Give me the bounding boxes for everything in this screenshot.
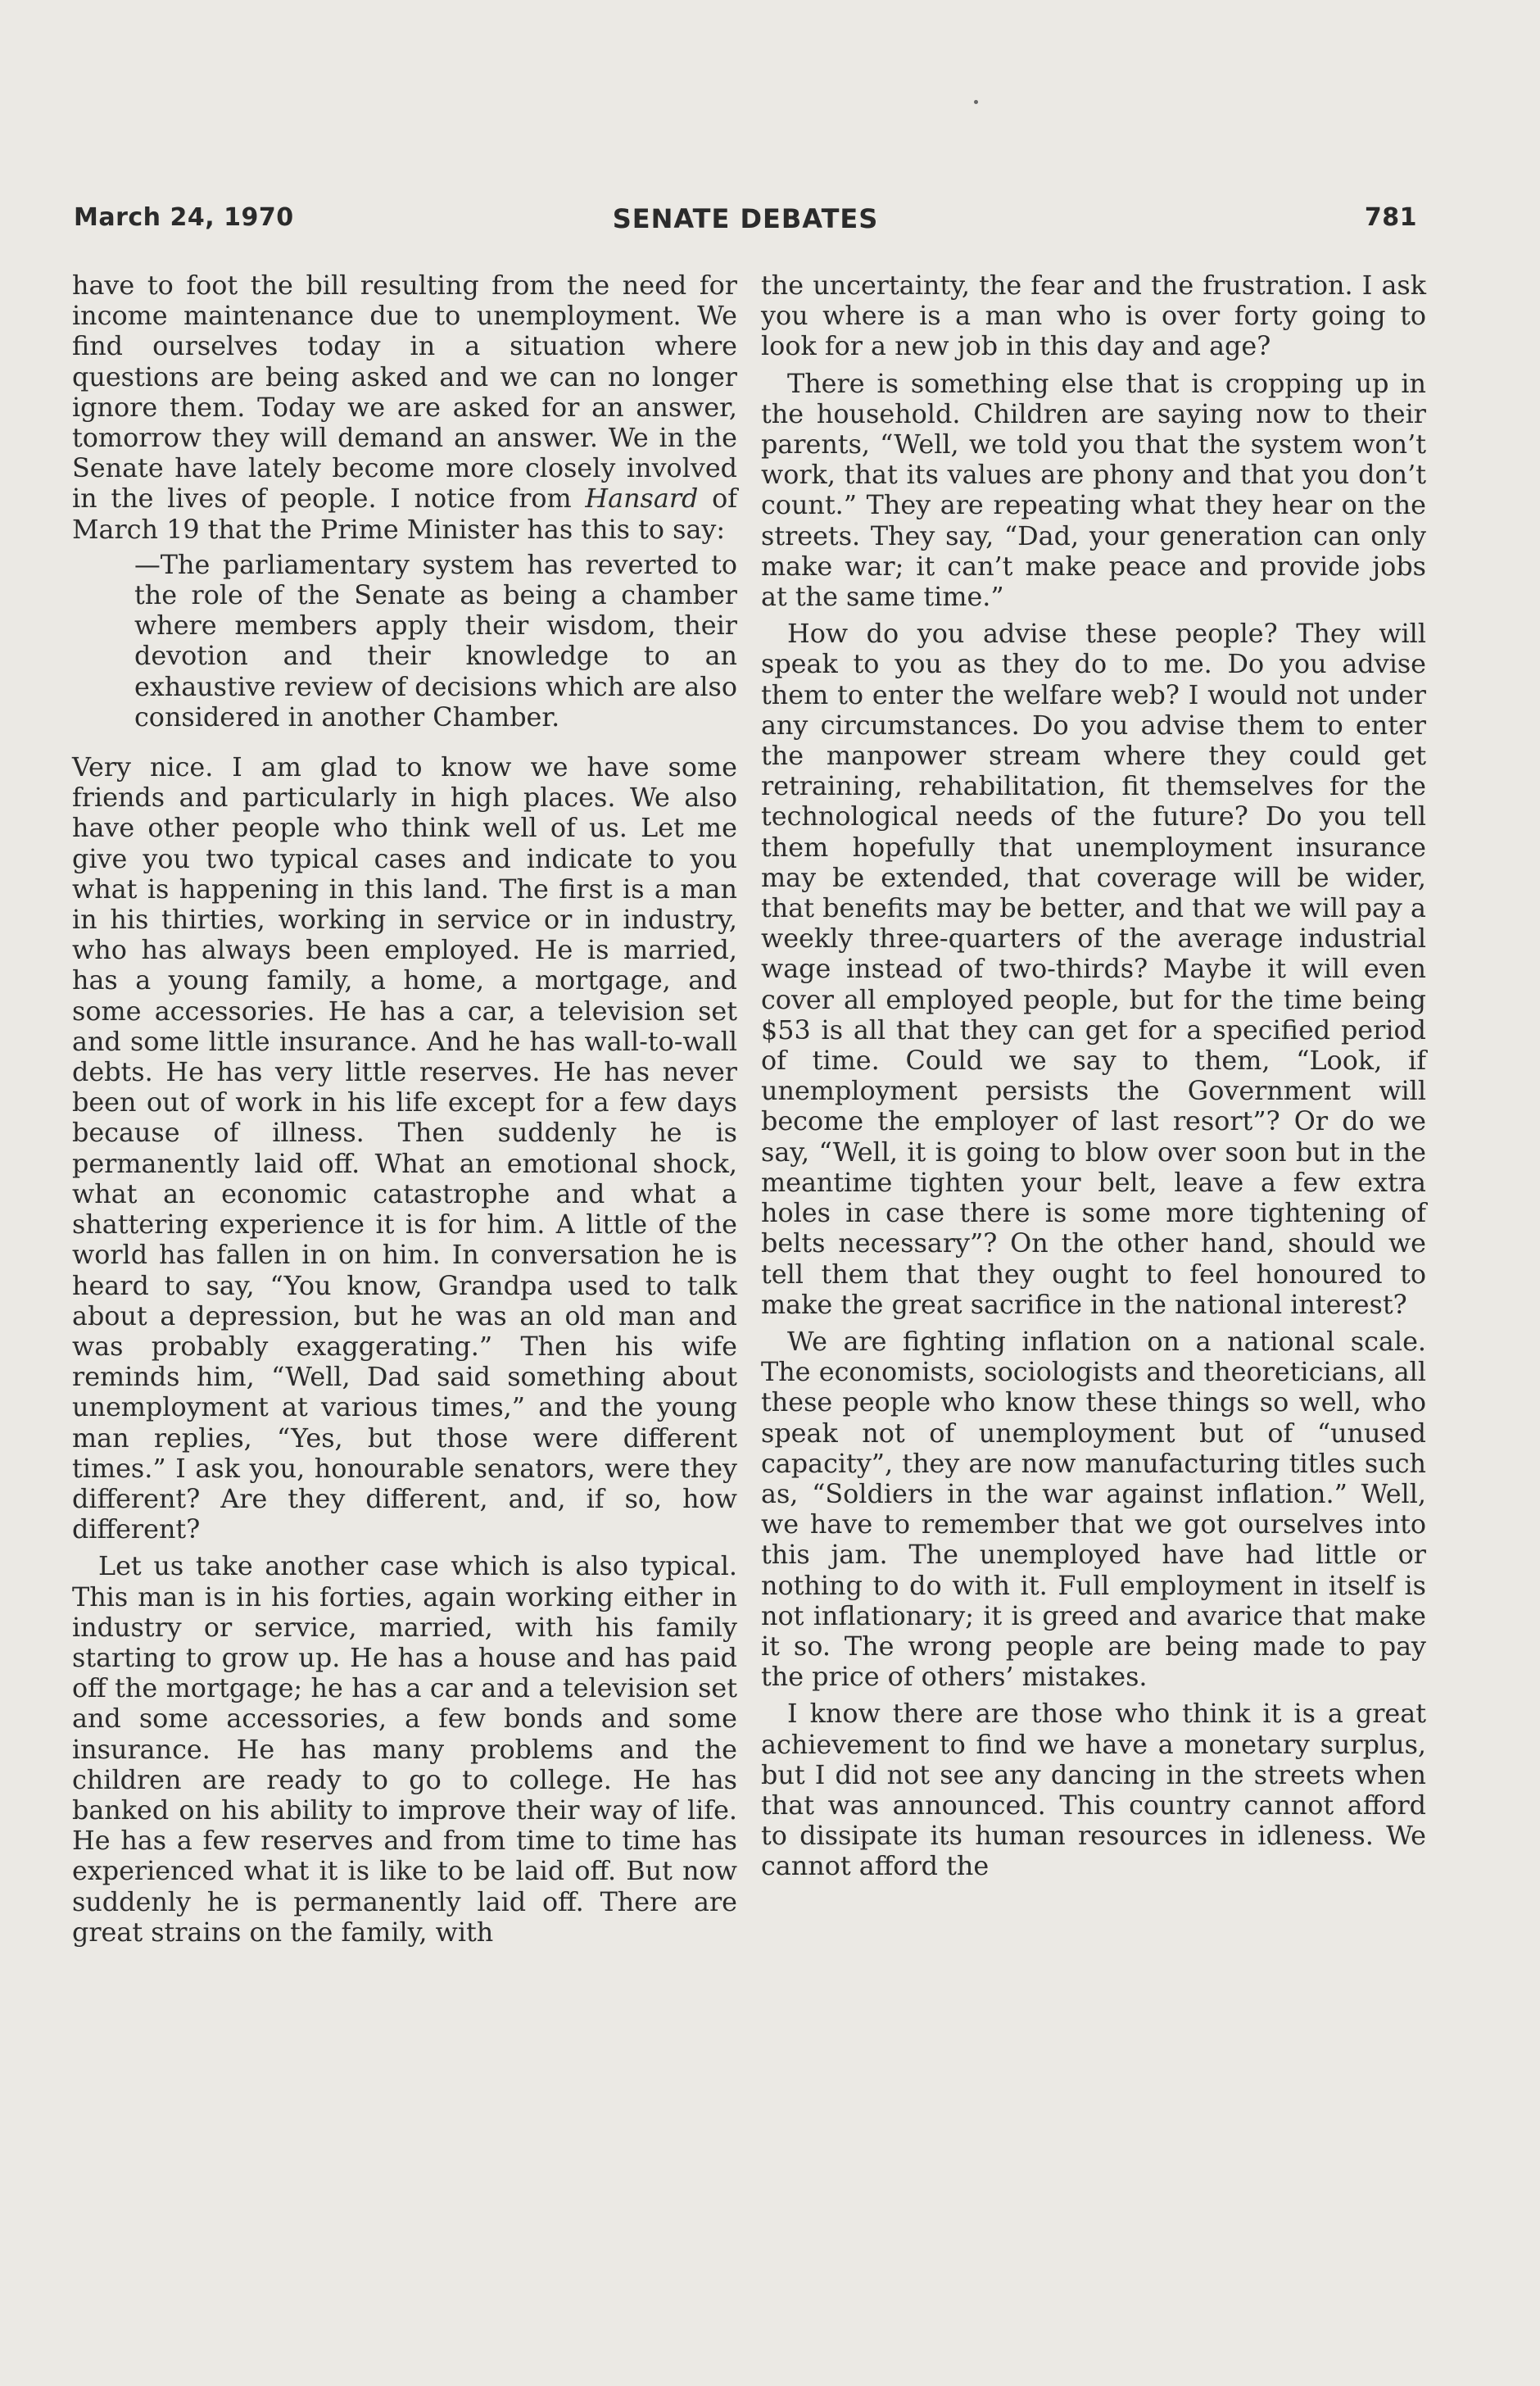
page-header (74, 203, 1417, 236)
hansard-italic: Hansard (585, 483, 699, 515)
header-date: March 24, 1970 (74, 203, 294, 232)
right-paragraph-2: There is something else that is cropping up in the household. Children are saying now to their parents, “Well, we told you that the system won’t work, that its values are phony and that you don’t count.” They are repeating what they hear on the streets. They say, “Dad, your generation can only make war; it can’t make peace and provide jobs at the same time.” (761, 368, 1426, 613)
prime-minister-quote: —The parliamentary system has reverted to the role of the Senate as being a chamber where members apply their wisdom, their devotion and their knowledge to an exhaustive review of decisions which are also considered in another Chamber. (134, 549, 737, 733)
right-paragraph-1: the uncertainty, the fear and the frustration. I ask you where is a man who is over forty going to look for a new job in this day and age? (761, 270, 1426, 362)
left-paragraph-3: Let us take another case which is also typical. This man is in his forties, again working either in industry or service, married, with his family starting to grow up. He has a house and has paid off the mortgage; he has a car and a television set and some accessories, a few bonds and some insurance. He has many problems and the children are ready to go to college. He has banked on his ability to improve their way of life. He has a few reserves and from time to time has experienced what it is like to be laid off. But now suddenly he is permanently laid off. There are great strains on the family, with (72, 1551, 737, 1948)
right-paragraph-3: How do you advise these people? They will speak to you as they do to me. Do you advise them to enter the welfare web? I would not under any circumstances. Do you advise them to enter the manpower stream where they could get retraining, rehabilitation, fit themselves for the technological needs of the future? Do you tell them hopefully that unemployment insurance may be extended, that coverage will be wider, that benefits may be better, and that we will pay a weekly three-quarters of the average industrial wage instead of two-thirds? Maybe it will even cover all employed people, but for the time being $53 is all that they can get for a specified period of time. Could we say to them, “Look, if unemployment persists the Government will become the employer of last resort”? Or do we say, “Well, it is going to blow over soon but in the meantime tighten your belt, leave a few extra holes in case there is some more tightening of belts necessary”? On the other hand, should we tell them that they ought to feel honoured to make the great sacrifice in the national interest? (761, 619, 1426, 1320)
right-column (761, 270, 1426, 1882)
right-paragraph-5: I know there are those who think it is a great achievement to find we have a monetary surplus, but I did not see any dancing in the streets when that was announced. This country cannot afford to dissipate its human resources in idleness. We cannot afford the (761, 1699, 1426, 1882)
header-page-number: 781 (1364, 203, 1417, 232)
header-title: SENATE DEBATES (612, 203, 879, 234)
right-paragraph-4: We are fighting inflation on a national scale. The economists, sociologists and theoreticians, all these people who know these things so well, who speak not of unemployment but of “unused capacity”, they are now manufacturing titles such as, “Soldiers in the war against inflation.” Well, we have to remember that we got ourselves into this jam. The unemployed have had little or nothing to do with it. Full employment in itself is not inflationary; it is greed and avarice that make it so. The wrong people are being made to pay the price of others’ mistakes. (761, 1326, 1426, 1693)
speck-mark (974, 100, 978, 104)
left-column (72, 270, 737, 1948)
left-paragraph-1: have to foot the bill resulting from the need for income maintenance due to unemployment. We find ourselves today in a situation where questions are being asked and we can no longer ignore them. Today we are asked for an answer, tomorrow they will demand an answer. We in the Senate have lately become more closely involved in the lives of people. I notice from Hansard of March 19 that the Prime Minister has this to say: (72, 270, 738, 545)
left-paragraph-2: Very nice. I am glad to know we have some friends and particularly in high places. We also have other people who think well of us. Let me give you two typical cases and indicate to you what is happening in this land. The first is a man in his thirties, working in service or in industry, who has always been employed. He is married, has a young family, a home, a mortgage, and some accessories. He has a car, a television set and some little insurance. And he has wall-to-wall debts. He has very little reserves. He has never been out of work in his life except for a few days because of illness. Then suddenly he is permanently laid off. What an emotional shock, what an economic catastrophe and what a shattering experience it is for him. A little of the world has fallen in on him. In conversation he is heard to say, “You know, Grandpa used to talk about a depression, but he was an old man and was probably exaggerating.” Then his wife reminds him, “Well, Dad said something about unemployment at various times,” and the young man replies, “Yes, but those were different times.” I ask you, honourable senators, were they different? Are they different, and, if so, how different? (72, 752, 737, 1545)
